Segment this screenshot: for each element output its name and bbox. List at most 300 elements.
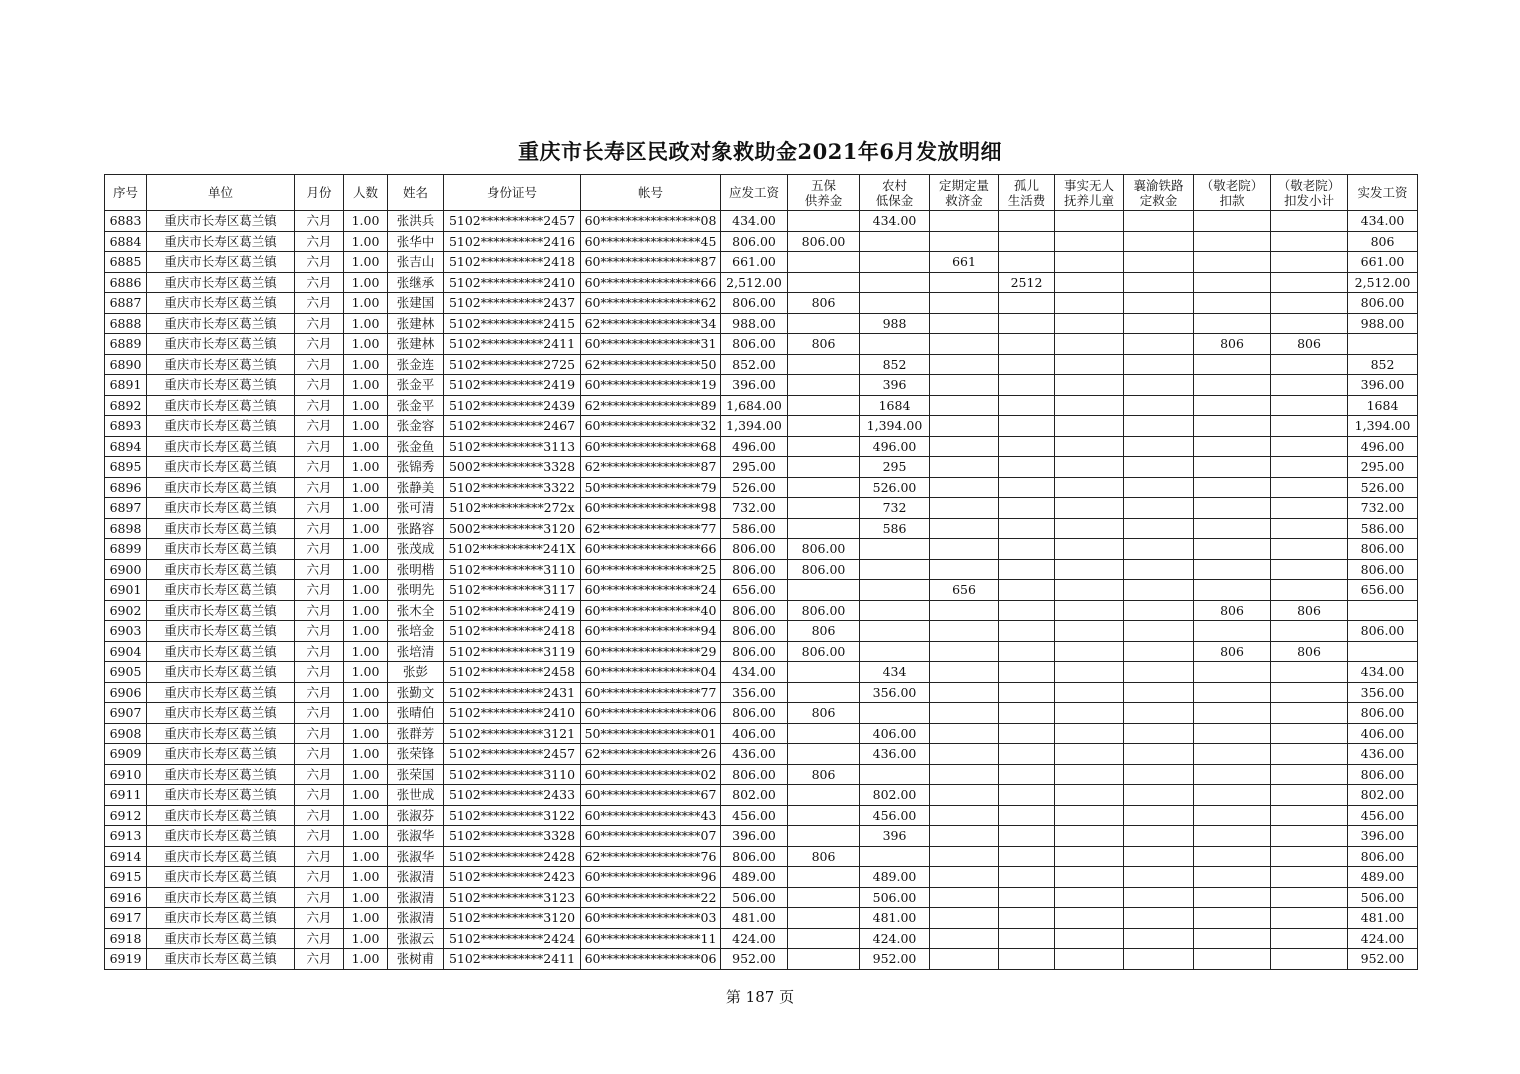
cell-col-name: 张建国 [388, 293, 444, 314]
cell-col-payable: 456.00 [721, 805, 788, 826]
cell-col-net-pay: 852 [1348, 354, 1418, 375]
cell-col-id-number: 5102**********3322 [444, 477, 581, 498]
cell-col-xiangyu-railway [1124, 539, 1194, 560]
cell-col-regular-relief [930, 313, 999, 334]
cell-col-unit: 重庆市长寿区葛兰镇 [147, 252, 295, 273]
cell-col-net-pay: 424.00 [1348, 928, 1418, 949]
cell-col-net-pay: 356.00 [1348, 682, 1418, 703]
cell-col-regular-relief: 661 [930, 252, 999, 273]
cell-col-orphan [999, 252, 1055, 273]
cell-col-index: 6902 [105, 600, 147, 621]
cell-col-nursing-deduction [1194, 703, 1271, 724]
cell-col-count: 1.00 [344, 457, 388, 478]
cell-col-id-number: 5102**********3123 [444, 887, 581, 908]
cell-col-index: 6898 [105, 518, 147, 539]
cell-col-month: 六月 [295, 416, 344, 437]
cell-col-account: 60****************24 [581, 580, 721, 601]
cell-col-rural-dibao: 424.00 [860, 928, 930, 949]
cell-col-orphan [999, 908, 1055, 929]
cell-col-regular-relief [930, 395, 999, 416]
cell-col-nursing-deduction [1194, 887, 1271, 908]
cell-col-regular-relief [930, 785, 999, 806]
cell-col-nursing-subtotal [1271, 416, 1348, 437]
cell-col-name: 张金容 [388, 416, 444, 437]
cell-col-account: 60****************87 [581, 252, 721, 273]
cell-col-orphan [999, 949, 1055, 970]
cell-col-unit: 重庆市长寿区葛兰镇 [147, 272, 295, 293]
cell-col-wubao: 806 [788, 334, 860, 355]
cell-col-nursing-deduction [1194, 375, 1271, 396]
cell-col-count: 1.00 [344, 313, 388, 334]
cell-col-month: 六月 [295, 764, 344, 785]
cell-col-nursing-subtotal [1271, 580, 1348, 601]
cell-col-nursing-subtotal [1271, 293, 1348, 314]
cell-col-rural-dibao: 506.00 [860, 887, 930, 908]
cell-col-payable: 434.00 [721, 211, 788, 232]
cell-col-id-number: 5102**********3122 [444, 805, 581, 826]
cell-col-index: 6915 [105, 867, 147, 888]
header-col-count: 人数 [344, 175, 388, 211]
cell-col-wubao [788, 498, 860, 519]
cell-col-unit: 重庆市长寿区葛兰镇 [147, 682, 295, 703]
header-col-wubao: 五保 供养金 [788, 175, 860, 211]
cell-col-wubao: 806 [788, 621, 860, 642]
cell-col-wubao [788, 354, 860, 375]
cell-col-nursing-deduction [1194, 539, 1271, 560]
table-row [105, 949, 1418, 970]
cell-col-month: 六月 [295, 949, 344, 970]
cell-col-account: 62****************34 [581, 313, 721, 334]
cell-col-wubao [788, 436, 860, 457]
cell-col-wubao: 806.00 [788, 539, 860, 560]
cell-col-rural-dibao: 396 [860, 375, 930, 396]
cell-col-name: 张淑华 [388, 826, 444, 847]
cell-col-count: 1.00 [344, 354, 388, 375]
cell-col-month: 六月 [295, 272, 344, 293]
cell-col-nursing-deduction [1194, 723, 1271, 744]
cell-col-unattended-children [1055, 375, 1124, 396]
cell-col-regular-relief [930, 272, 999, 293]
cell-col-name: 张淑清 [388, 867, 444, 888]
cell-col-month: 六月 [295, 498, 344, 519]
cell-col-payable: 424.00 [721, 928, 788, 949]
cell-col-rural-dibao: 356.00 [860, 682, 930, 703]
cell-col-id-number: 5002**********3328 [444, 457, 581, 478]
cell-col-account: 60****************04 [581, 662, 721, 683]
cell-col-month: 六月 [295, 231, 344, 252]
cell-col-month: 六月 [295, 477, 344, 498]
cell-col-account: 60****************68 [581, 436, 721, 457]
cell-col-wubao [788, 457, 860, 478]
cell-col-payable: 2,512.00 [721, 272, 788, 293]
cell-col-nursing-deduction [1194, 826, 1271, 847]
cell-col-payable: 396.00 [721, 375, 788, 396]
cell-col-index: 6904 [105, 641, 147, 662]
cell-col-month: 六月 [295, 580, 344, 601]
cell-col-unit: 重庆市长寿区葛兰镇 [147, 805, 295, 826]
cell-col-nursing-subtotal [1271, 375, 1348, 396]
cell-col-rural-dibao [860, 580, 930, 601]
cell-col-name: 张木全 [388, 600, 444, 621]
cell-col-month: 六月 [295, 867, 344, 888]
cell-col-xiangyu-railway [1124, 662, 1194, 683]
cell-col-name: 张金鱼 [388, 436, 444, 457]
cell-col-name: 张金连 [388, 354, 444, 375]
cell-col-unattended-children [1055, 252, 1124, 273]
cell-col-count: 1.00 [344, 949, 388, 970]
cell-col-wubao [788, 805, 860, 826]
cell-col-unattended-children [1055, 334, 1124, 355]
cell-col-count: 1.00 [344, 805, 388, 826]
cell-col-unattended-children [1055, 723, 1124, 744]
cell-col-regular-relief [930, 744, 999, 765]
cell-col-count: 1.00 [344, 436, 388, 457]
cell-col-payable: 988.00 [721, 313, 788, 334]
cell-col-unattended-children [1055, 744, 1124, 765]
cell-col-unattended-children [1055, 826, 1124, 847]
cell-col-rural-dibao: 436.00 [860, 744, 930, 765]
cell-col-regular-relief [930, 457, 999, 478]
cell-col-nursing-deduction [1194, 395, 1271, 416]
cell-col-regular-relief [930, 518, 999, 539]
cell-col-wubao [788, 744, 860, 765]
cell-col-count: 1.00 [344, 293, 388, 314]
cell-col-unattended-children [1055, 539, 1124, 560]
cell-col-nursing-deduction [1194, 457, 1271, 478]
cell-col-count: 1.00 [344, 928, 388, 949]
cell-col-name: 张淑清 [388, 887, 444, 908]
cell-col-xiangyu-railway [1124, 252, 1194, 273]
cell-col-orphan [999, 395, 1055, 416]
cell-col-xiangyu-railway [1124, 518, 1194, 539]
cell-col-index: 6909 [105, 744, 147, 765]
cell-col-payable: 436.00 [721, 744, 788, 765]
cell-col-xiangyu-railway [1124, 908, 1194, 929]
cell-col-id-number: 5102**********2457 [444, 744, 581, 765]
cell-col-nursing-deduction [1194, 908, 1271, 929]
cell-col-nursing-subtotal: 806 [1271, 641, 1348, 662]
cell-col-name: 张锦秀 [388, 457, 444, 478]
cell-col-count: 1.00 [344, 334, 388, 355]
cell-col-wubao [788, 908, 860, 929]
cell-col-net-pay: 806.00 [1348, 703, 1418, 724]
cell-col-orphan [999, 559, 1055, 580]
cell-col-index: 6895 [105, 457, 147, 478]
cell-col-name: 张建林 [388, 334, 444, 355]
cell-col-net-pay: 806.00 [1348, 764, 1418, 785]
cell-col-xiangyu-railway [1124, 477, 1194, 498]
cell-col-nursing-subtotal [1271, 518, 1348, 539]
cell-col-id-number: 5102**********2433 [444, 785, 581, 806]
cell-col-net-pay: 806.00 [1348, 846, 1418, 867]
cell-col-xiangyu-railway [1124, 416, 1194, 437]
cell-col-nursing-subtotal [1271, 887, 1348, 908]
cell-col-xiangyu-railway [1124, 867, 1194, 888]
cell-col-orphan [999, 764, 1055, 785]
cell-col-month: 六月 [295, 826, 344, 847]
cell-col-orphan [999, 928, 1055, 949]
cell-col-net-pay [1348, 600, 1418, 621]
cell-col-payable: 496.00 [721, 436, 788, 457]
cell-col-count: 1.00 [344, 867, 388, 888]
cell-col-nursing-subtotal [1271, 395, 1348, 416]
cell-col-rural-dibao: 295 [860, 457, 930, 478]
cell-col-index: 6914 [105, 846, 147, 867]
cell-col-regular-relief [930, 682, 999, 703]
cell-col-unattended-children [1055, 908, 1124, 929]
table-row [105, 928, 1418, 949]
cell-col-index: 6918 [105, 928, 147, 949]
cell-col-unit: 重庆市长寿区葛兰镇 [147, 211, 295, 232]
cell-col-rural-dibao: 852 [860, 354, 930, 375]
cell-col-account: 60****************94 [581, 621, 721, 642]
cell-col-name: 张群芳 [388, 723, 444, 744]
table-row [105, 764, 1418, 785]
table-row [105, 518, 1418, 539]
cell-col-regular-relief: 656 [930, 580, 999, 601]
cell-col-wubao [788, 211, 860, 232]
cell-col-orphan [999, 785, 1055, 806]
table-row [105, 580, 1418, 601]
cell-col-unit: 重庆市长寿区葛兰镇 [147, 928, 295, 949]
cell-col-orphan [999, 416, 1055, 437]
cell-col-id-number: 5102**********3119 [444, 641, 581, 662]
table-row [105, 211, 1418, 232]
cell-col-orphan [999, 293, 1055, 314]
cell-col-id-number: 5102**********3121 [444, 723, 581, 744]
cell-col-regular-relief [930, 641, 999, 662]
cell-col-count: 1.00 [344, 662, 388, 683]
cell-col-net-pay: 396.00 [1348, 375, 1418, 396]
cell-col-id-number: 5102**********2467 [444, 416, 581, 437]
cell-col-account: 60****************45 [581, 231, 721, 252]
cell-col-name: 张茂成 [388, 539, 444, 560]
cell-col-index: 6887 [105, 293, 147, 314]
cell-col-index: 6893 [105, 416, 147, 437]
cell-col-rural-dibao [860, 621, 930, 642]
cell-col-wubao [788, 662, 860, 683]
cell-col-month: 六月 [295, 662, 344, 683]
cell-col-month: 六月 [295, 723, 344, 744]
cell-col-month: 六月 [295, 887, 344, 908]
cell-col-unattended-children [1055, 580, 1124, 601]
cell-col-payable: 806.00 [721, 231, 788, 252]
cell-col-xiangyu-railway [1124, 723, 1194, 744]
cell-col-nursing-deduction [1194, 498, 1271, 519]
cell-col-orphan [999, 334, 1055, 355]
cell-col-id-number: 5102**********2431 [444, 682, 581, 703]
cell-col-regular-relief [930, 334, 999, 355]
cell-col-regular-relief [930, 723, 999, 744]
table-row [105, 272, 1418, 293]
cell-col-nursing-subtotal [1271, 272, 1348, 293]
cell-col-net-pay: 802.00 [1348, 785, 1418, 806]
cell-col-account: 60****************66 [581, 272, 721, 293]
cell-col-rural-dibao: 489.00 [860, 867, 930, 888]
cell-col-unattended-children [1055, 457, 1124, 478]
cell-col-orphan [999, 518, 1055, 539]
cell-col-net-pay: 396.00 [1348, 826, 1418, 847]
table-row [105, 600, 1418, 621]
cell-col-name: 张吉山 [388, 252, 444, 273]
cell-col-month: 六月 [295, 334, 344, 355]
table-row [105, 785, 1418, 806]
cell-col-index: 6913 [105, 826, 147, 847]
cell-col-month: 六月 [295, 846, 344, 867]
cell-col-nursing-subtotal [1271, 703, 1348, 724]
cell-col-net-pay: 481.00 [1348, 908, 1418, 929]
cell-col-wubao [788, 518, 860, 539]
cell-col-payable: 732.00 [721, 498, 788, 519]
cell-col-account: 60****************31 [581, 334, 721, 355]
cell-col-payable: 952.00 [721, 949, 788, 970]
cell-col-name: 张可清 [388, 498, 444, 519]
cell-col-account: 60****************43 [581, 805, 721, 826]
cell-col-payable: 806.00 [721, 334, 788, 355]
cell-col-xiangyu-railway [1124, 211, 1194, 232]
cell-col-count: 1.00 [344, 621, 388, 642]
cell-col-xiangyu-railway [1124, 354, 1194, 375]
cell-col-account: 62****************89 [581, 395, 721, 416]
cell-col-unattended-children [1055, 354, 1124, 375]
cell-col-regular-relief [930, 805, 999, 826]
cell-col-orphan [999, 846, 1055, 867]
cell-col-orphan [999, 682, 1055, 703]
table-row [105, 621, 1418, 642]
cell-col-id-number: 5102**********272x [444, 498, 581, 519]
cell-col-nursing-deduction [1194, 231, 1271, 252]
cell-col-wubao: 806 [788, 764, 860, 785]
cell-col-net-pay: 586.00 [1348, 518, 1418, 539]
cell-col-rural-dibao [860, 231, 930, 252]
cell-col-account: 60****************96 [581, 867, 721, 888]
cell-col-id-number: 5102**********3113 [444, 436, 581, 457]
cell-col-xiangyu-railway [1124, 764, 1194, 785]
cell-col-id-number: 5102**********2725 [444, 354, 581, 375]
cell-col-unit: 重庆市长寿区葛兰镇 [147, 621, 295, 642]
cell-col-orphan [999, 600, 1055, 621]
cell-col-id-number: 5102**********2418 [444, 252, 581, 273]
cell-col-account: 60****************67 [581, 785, 721, 806]
cell-col-account: 60****************40 [581, 600, 721, 621]
cell-col-account: 60****************19 [581, 375, 721, 396]
cell-col-payable: 806.00 [721, 621, 788, 642]
cell-col-index: 6883 [105, 211, 147, 232]
cell-col-orphan [999, 436, 1055, 457]
cell-col-name: 张树甫 [388, 949, 444, 970]
cell-col-payable: 656.00 [721, 580, 788, 601]
cell-col-count: 1.00 [344, 559, 388, 580]
table-row [105, 662, 1418, 683]
cell-col-nursing-subtotal [1271, 211, 1348, 232]
cell-col-month: 六月 [295, 436, 344, 457]
cell-col-orphan [999, 641, 1055, 662]
cell-col-account: 62****************26 [581, 744, 721, 765]
cell-col-id-number: 5102**********2458 [444, 662, 581, 683]
cell-col-unit: 重庆市长寿区葛兰镇 [147, 477, 295, 498]
cell-col-payable: 806.00 [721, 641, 788, 662]
cell-col-unit: 重庆市长寿区葛兰镇 [147, 744, 295, 765]
cell-col-net-pay: 434.00 [1348, 211, 1418, 232]
cell-col-payable: 586.00 [721, 518, 788, 539]
cell-col-nursing-deduction [1194, 805, 1271, 826]
cell-col-id-number: 5102**********2439 [444, 395, 581, 416]
cell-col-regular-relief [930, 231, 999, 252]
cell-col-wubao: 806 [788, 846, 860, 867]
cell-col-nursing-subtotal: 806 [1271, 334, 1348, 355]
cell-col-index: 6901 [105, 580, 147, 601]
cell-col-month: 六月 [295, 313, 344, 334]
cell-col-unit: 重庆市长寿区葛兰镇 [147, 908, 295, 929]
cell-col-regular-relief [930, 600, 999, 621]
cell-col-index: 6910 [105, 764, 147, 785]
cell-col-regular-relief [930, 211, 999, 232]
cell-col-count: 1.00 [344, 703, 388, 724]
cell-col-wubao [788, 416, 860, 437]
cell-col-unattended-children [1055, 436, 1124, 457]
cell-col-rural-dibao: 802.00 [860, 785, 930, 806]
cell-col-index: 6908 [105, 723, 147, 744]
cell-col-count: 1.00 [344, 641, 388, 662]
cell-col-name: 张淑清 [388, 908, 444, 929]
cell-col-regular-relief [930, 846, 999, 867]
header-col-orphan: 孤儿 生活费 [999, 175, 1055, 211]
cell-col-wubao [788, 580, 860, 601]
cell-col-month: 六月 [295, 518, 344, 539]
cell-col-rural-dibao [860, 703, 930, 724]
cell-col-regular-relief [930, 764, 999, 785]
cell-col-rural-dibao: 732 [860, 498, 930, 519]
cell-col-net-pay [1348, 641, 1418, 662]
cell-col-name: 张培金 [388, 621, 444, 642]
cell-col-month: 六月 [295, 928, 344, 949]
cell-col-net-pay: 732.00 [1348, 498, 1418, 519]
cell-col-id-number: 5002**********3120 [444, 518, 581, 539]
cell-col-id-number: 5102**********2428 [444, 846, 581, 867]
cell-col-account: 60****************02 [581, 764, 721, 785]
cell-col-month: 六月 [295, 744, 344, 765]
cell-col-name: 张金平 [388, 395, 444, 416]
header-col-name: 姓名 [388, 175, 444, 211]
cell-col-regular-relief [930, 477, 999, 498]
cell-col-index: 6917 [105, 908, 147, 929]
cell-col-wubao [788, 887, 860, 908]
cell-col-net-pay: 489.00 [1348, 867, 1418, 888]
cell-col-count: 1.00 [344, 846, 388, 867]
cell-col-regular-relief [930, 908, 999, 929]
cell-col-unit: 重庆市长寿区葛兰镇 [147, 436, 295, 457]
table-row [105, 846, 1418, 867]
cell-col-unattended-children [1055, 600, 1124, 621]
cell-col-regular-relief [930, 949, 999, 970]
cell-col-rural-dibao [860, 600, 930, 621]
cell-col-xiangyu-railway [1124, 293, 1194, 314]
cell-col-index: 6907 [105, 703, 147, 724]
cell-col-unit: 重庆市长寿区葛兰镇 [147, 826, 295, 847]
cell-col-nursing-subtotal [1271, 682, 1348, 703]
header-col-payable: 应发工资 [721, 175, 788, 211]
cell-col-nursing-deduction [1194, 559, 1271, 580]
cell-col-account: 62****************76 [581, 846, 721, 867]
cell-col-month: 六月 [295, 785, 344, 806]
cell-col-index: 6891 [105, 375, 147, 396]
cell-col-month: 六月 [295, 703, 344, 724]
cell-col-xiangyu-railway [1124, 395, 1194, 416]
cell-col-nursing-deduction [1194, 252, 1271, 273]
cell-col-orphan [999, 887, 1055, 908]
table-row [105, 375, 1418, 396]
cell-col-account: 50****************01 [581, 723, 721, 744]
